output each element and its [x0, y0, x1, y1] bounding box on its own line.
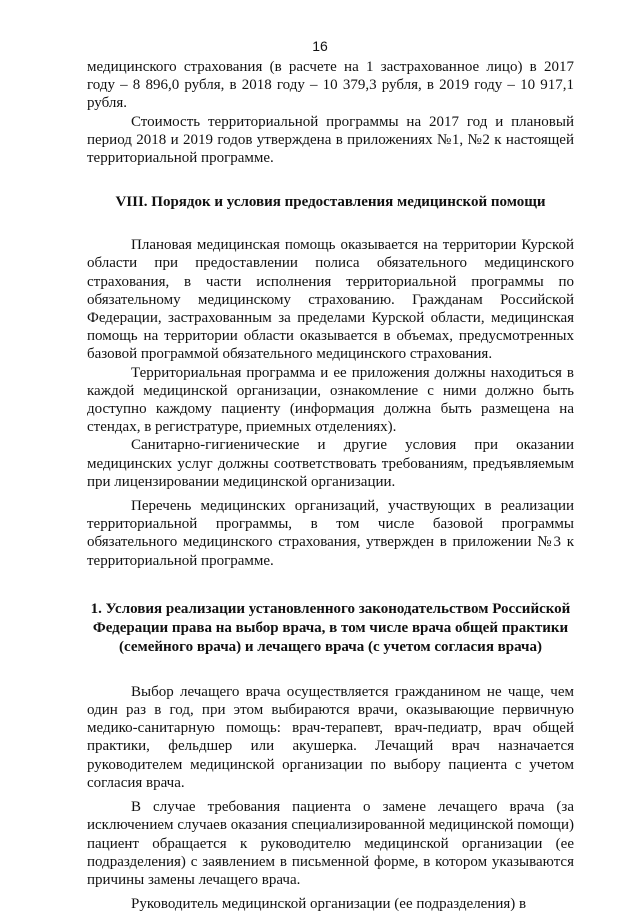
document-body — [87, 58, 574, 913]
paragraph: Санитарно-гигиенические и другие условия при оказании медицинских услуг должны соответствовать требованиям, предъявляемым при лицензировании медицинской организации. — [87, 437, 574, 490]
paragraph: В случае требования пациента о замене лечащего врача (за исключением случаев оказания специализированной медицинской помощи) пациент обращается к руководителю медицинской организации (ее подразделения) с заявлением в письменной форме, в котором указываются причины замены лечащего врача. — [87, 799, 574, 888]
paragraph: Руководитель медицинской организации (ее подразделения) в — [131, 896, 527, 913]
section-heading-viii: VIII. Порядок и условия предоставления медицинской помощи — [115, 194, 546, 211]
paragraph: Стоимость территориальной программы на 2017 год и плановый период 2018 и 2019 годов утверждена в приложениях №1, №2 к настоящей территориальной программе. — [87, 113, 574, 167]
page-number: 16 — [312, 38, 328, 54]
paragraph: Перечень медицинских организаций, участвующих в реализации территориальной программы, в том числе базовой программы обязательного медицинского страхования, утвержден в приложении №3 к территориальной программе. — [87, 498, 574, 569]
paragraph: Территориальная программа и ее приложения должны находиться в каждой медицинской организации, ознакомление с ними должно быть доступно каждому пациенту (информация должна быть размещена на стендах, в регистратуре, приемных отделениях). — [87, 364, 574, 436]
paragraph: Выбор лечащего врача осуществляется гражданином не чаще, чем один раз в год, при этом выбираются врачи, оказывающие первичную медико-санитарную помощь: врач-терапевт, врач-педиатр, врач общей практики, фельдшер или акушерка. Лечащий врач назначается руководителем медицинской организации по выбору пациента с учетом согласия врача. — [87, 683, 574, 791]
paragraph: Плановая медицинская помощь оказывается на территории Курской области при предоставлении полиса обязательного медицинского страхования, в части исполнения территориальной программы по обязательному медицинскому страхованию. Гражданам Российской Федерации, застрахованным за пределами Курской области, медицинская помощь на территории области оказывается в объемах, предусмотренных базовой программой обязательного медицинского страхования. — [87, 237, 574, 363]
paragraph: медицинского страхования (в расчете на 1 застрахованное лицо) в 2017 году – 8 896,0 рубля, в 2018 году – 10 379,3 рубля, в 2019 году – 10 917,1 рубля. — [87, 59, 574, 112]
subsection-heading-1: 1. Условия реализации установленного законодательством Российской Федерации права на выбор врача, в том числе врача общей практики (семейного врача) и лечащего врача (с учетом согласия врача) — [90, 600, 571, 655]
